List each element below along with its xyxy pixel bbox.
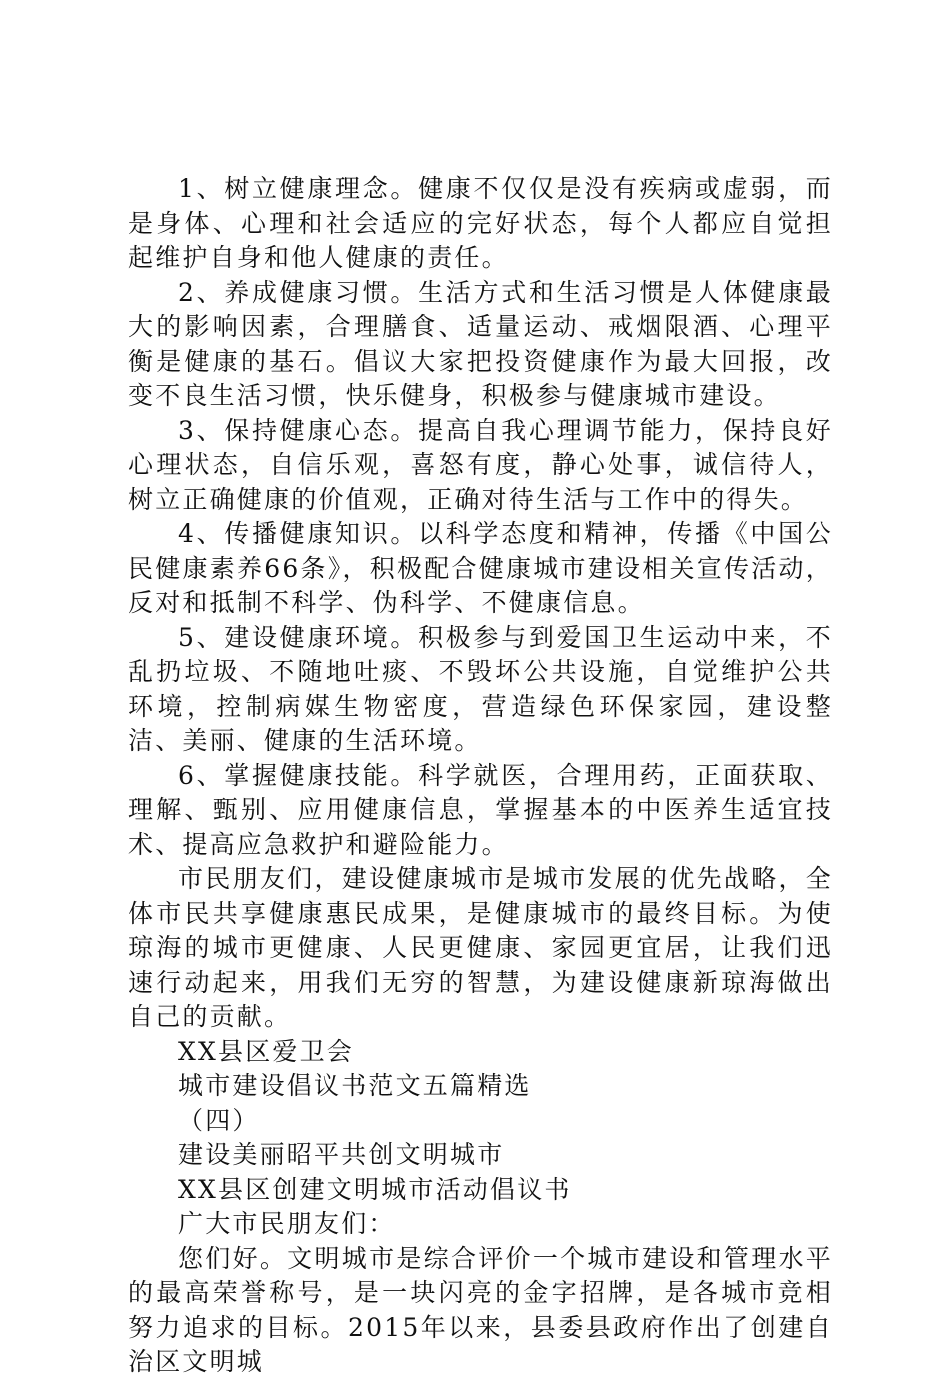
- body-paragraph-final: 您们好。文明城市是综合评价一个城市建设和管理水平的最高荣誉称号，是一块闪亮的金字招牌，是各城市竞相努力追求的目标。2015年以来，县委县政府作出了创建自治区文明城: [128, 1243, 833, 1376]
- paragraph-item-4: 4、传播健康知识。以科学态度和精神，传播《中国公民健康素养66条》，积极配合健康城市建设相关宣传活动，反对和抵制不科学、伪科学、不健康信息。: [128, 519, 833, 617]
- closing-paragraph: 市民朋友们，建设健康城市是城市发展的优先战略，全体市民共享健康惠民成果，是健康城市的最终目标。为使琼海的城市更健康、人民更健康、家园更宜居，让我们迅速行动起来，用我们无穷的智慧，为建设健康新琼海做出自己的贡献。: [128, 864, 833, 1031]
- document-body: [128, 172, 833, 1380]
- salutation-line: 广大市民朋友们：: [178, 1209, 396, 1238]
- paragraph-item-2: 2、养成健康习惯。生活方式和生活习惯是人体健康最大的影响因素，合理膳食、适量运动、戒烟限酒、心理平衡是健康的基石。倡议大家把投资健康作为最大回报，改变不良生活习惯，快乐健身，积极参与健康城市建设。: [128, 277, 833, 410]
- paragraph-item-6: 6、掌握健康技能。科学就医，合理用药，正面获取、理解、甄别、应用健康信息，掌握基本的中医养生适宜技术、提高应急救护和避险能力。: [128, 760, 833, 859]
- section-title: 城市建设倡议书范文五篇精选: [178, 1071, 532, 1100]
- paragraph-item-3: 3、保持健康心态。提高自我心理调节能力，保持良好心理状态，自信乐观，喜怒有度，静心处事，诚信待人，树立正确健康的价值观，正确对待生活与工作中的得失。: [128, 415, 833, 514]
- slogan-line: 建设美丽昭平共创文明城市: [178, 1140, 505, 1169]
- section-number: （四）: [178, 1105, 260, 1135]
- proposal-title: XX县区创建文明城市活动倡议书: [178, 1174, 572, 1204]
- signature-line: XX县区爱卫会: [178, 1036, 354, 1066]
- paragraph-item-1: 1、树立健康理念。健康不仅仅是没有疾病或虚弱，而是身体、心理和社会适应的完好状态，每个人都应自觉担起维护自身和他人健康的责任。: [128, 174, 833, 272]
- paragraph-item-5: 5、建设健康环境。积极参与到爱国卫生运动中来，不乱扔垃圾、不随地吐痰、不毁坏公共设施，自觉维护公共环境，控制病媒生物密度，营造绿色环保家园，建设整洁、美丽、健康的生活环境。: [128, 622, 833, 755]
